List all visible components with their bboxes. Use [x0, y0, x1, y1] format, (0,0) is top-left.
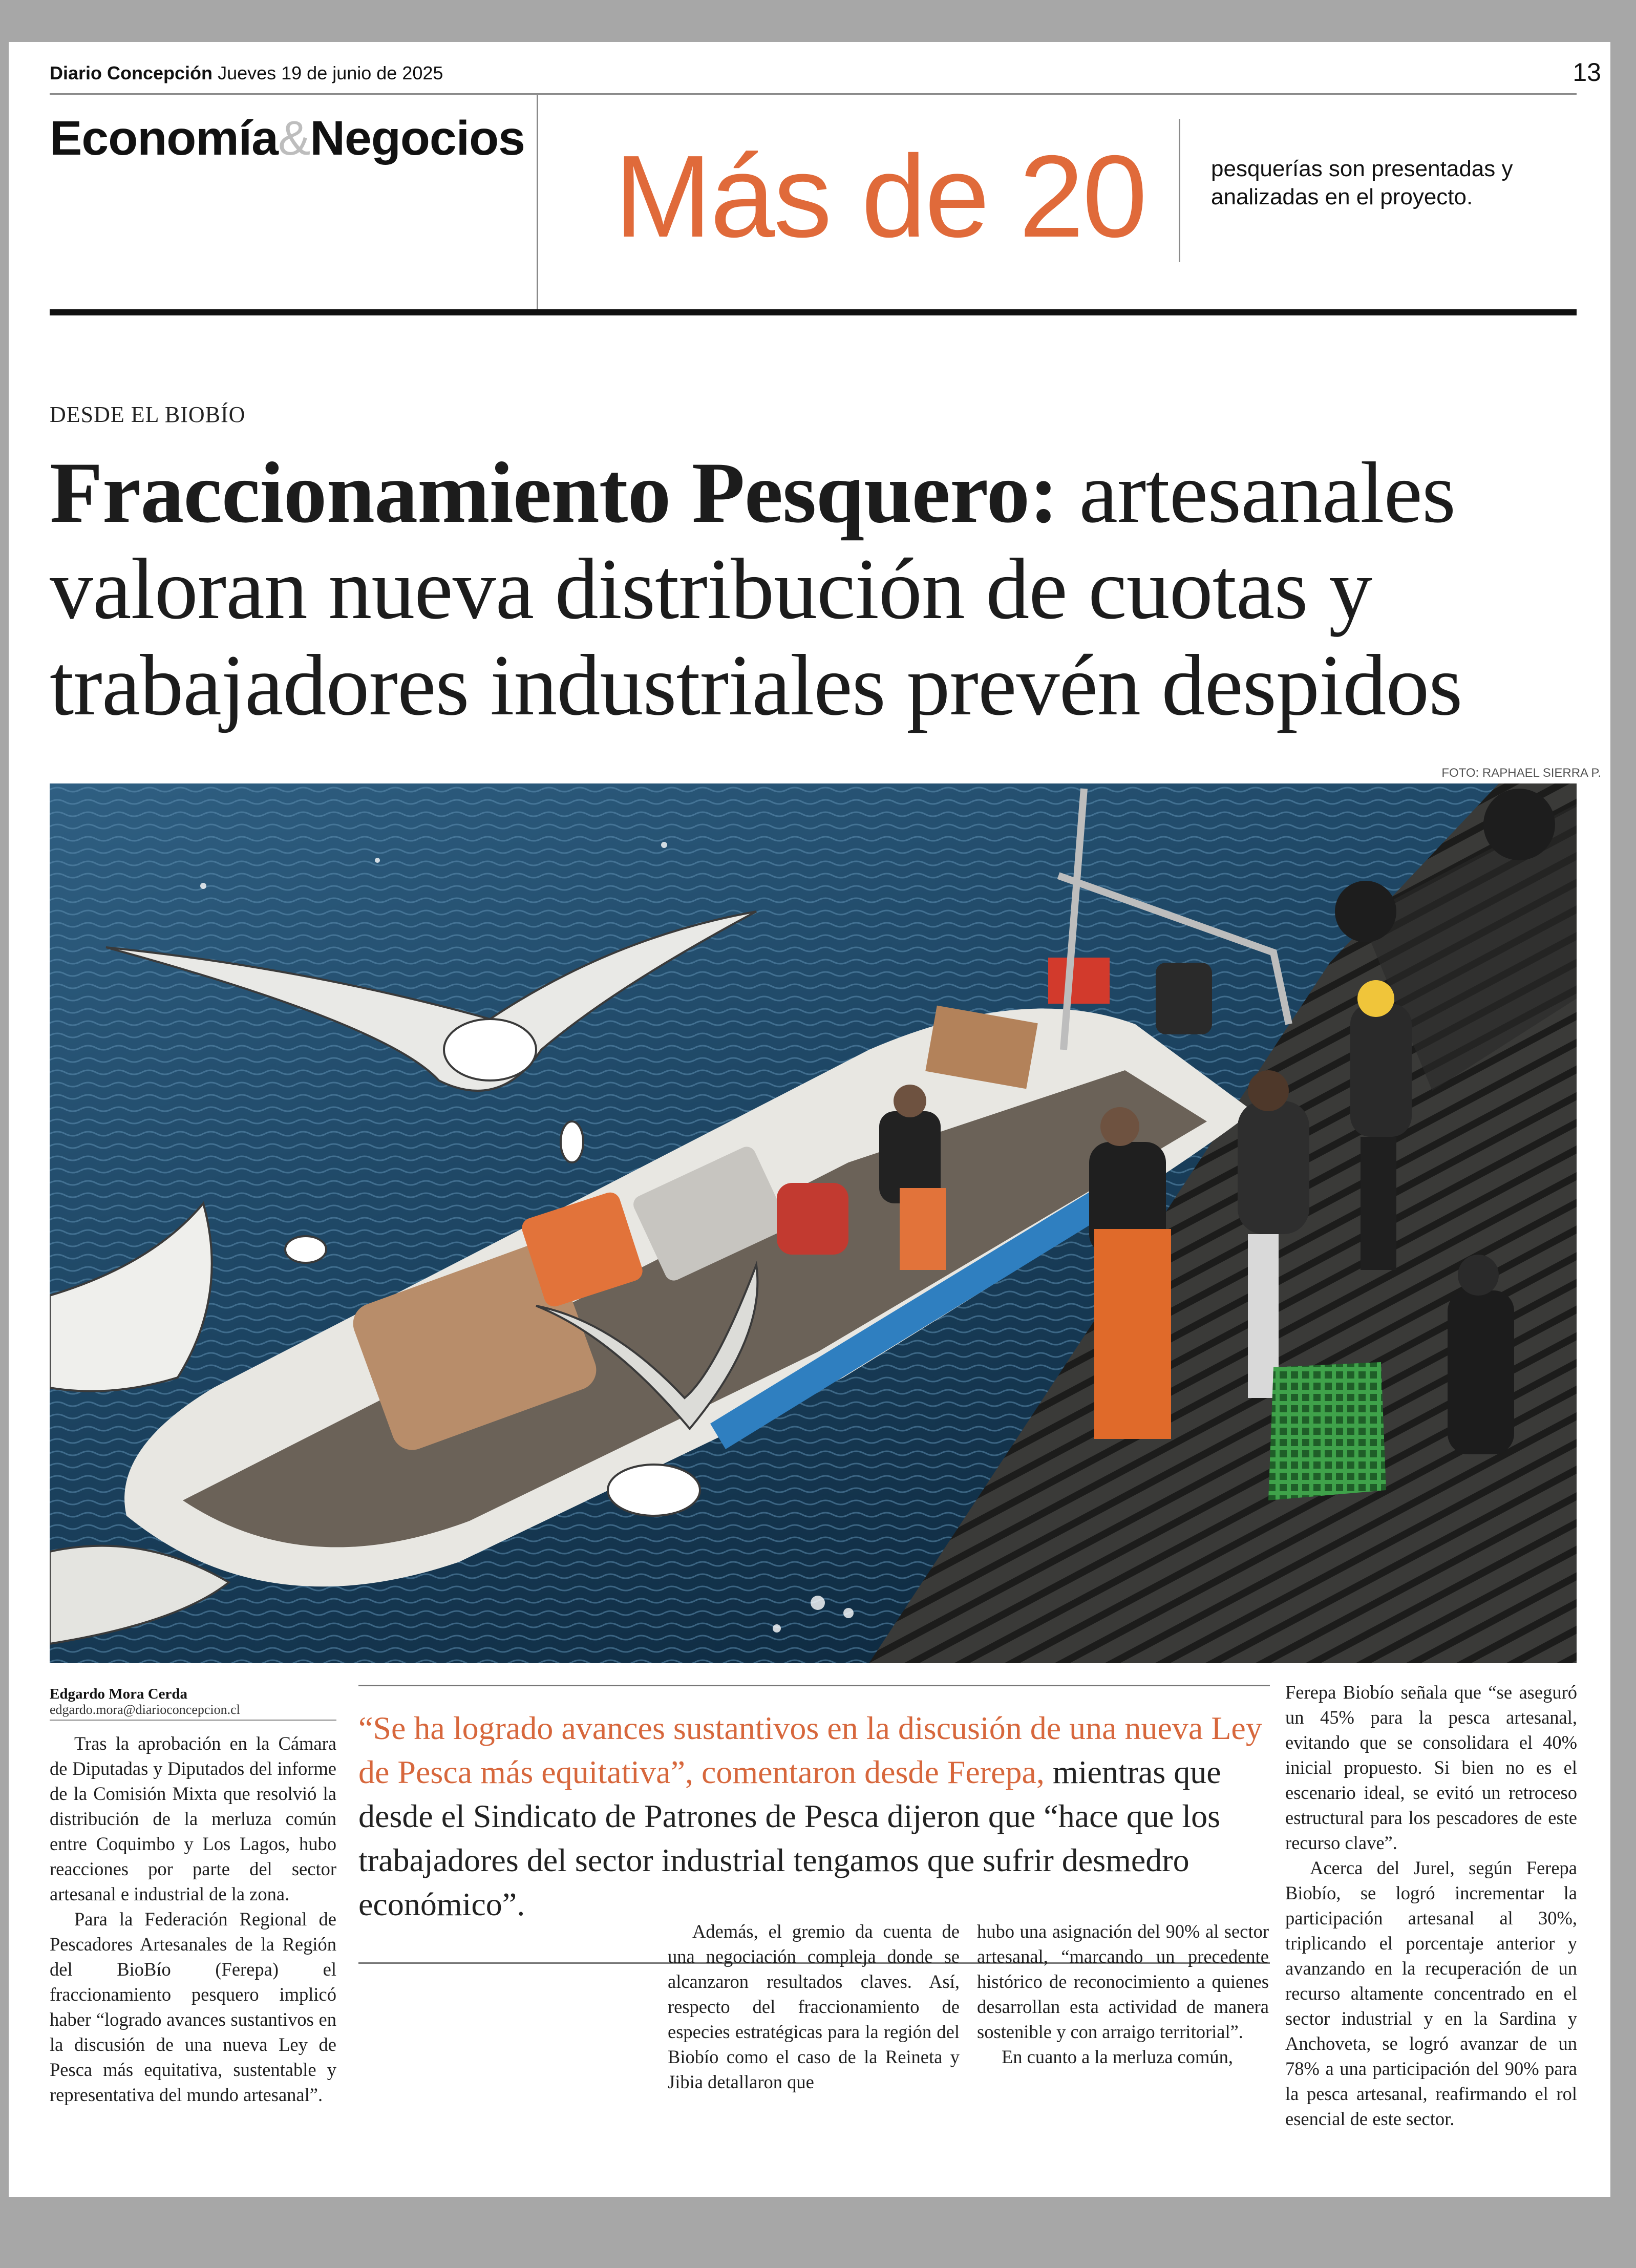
body-paragraph: En cuanto a la merluza común, [1002, 2046, 1234, 2067]
body-paragraph: Para la Federación Regional de Pescadores Artesanales de la Región del BioBío (Ferepa) el fraccionamiento pesquero implicó haber “logrado avances sustantivos en la discusión de una nueva Ley de Pesca más equitativa, sustentable y representativa del mundo artesanal”. [50, 1909, 336, 2105]
body-column-4 [1285, 1680, 1577, 2131]
body-paragraph: Acerca del Jurel, según Ferepa Biobío, se logró incrementar la participación artesanal al 30%, triplicando el porcentaje anterior y avanzando en la recuperación de un recurso altamente concentrado en el sector industrial y en la Sardina y Anchoveta, se logró avanzar de un 78% a una participación del 90% para la pesca artesanal, reafirmando el rol esencial de este sector. [1285, 1857, 1577, 2129]
section-title-part2: Negocios [310, 111, 525, 165]
section-title-ampersand: & [278, 111, 310, 165]
quote-rule-top [358, 1685, 1270, 1686]
body-column-1 [50, 1731, 336, 2107]
pull-quote [358, 1706, 1270, 1926]
pull-quote-rest: mientras que desde el Sindicato de Patrones de Pesca dijeron que “hace que los trabajadores del sector industrial tengamos que sufrir desmedro económico”. [358, 1754, 1221, 1922]
body-column-3 [977, 1919, 1269, 2069]
header-bottom-rule [50, 309, 1577, 315]
body-paragraph: Además, el gremio da cuenta de una negociación compleja donde se alcanzaron resultados claves. Así, respecto del fraccionamiento de especies estratégicas para la región del Biobío como el caso de la Reineta y Jibia detallaron que [668, 1921, 960, 2092]
page-number: 13 [1573, 58, 1601, 87]
stat-caption: pesquerías son presentadas y analizadas en el proyecto. [1211, 156, 1513, 209]
kicker: DESDE EL BIOBÍO [50, 402, 246, 427]
stat-divider [1179, 119, 1180, 262]
body-paragraph: Tras la aprobación en la Cámara de Diputadas y Diputados del informe de la Comisión Mixta que resolvió la distribución de la merluza común entre Coquimbo y Los Lagos, hubo reacciones por parte del sector artesanal e industrial de la zona. [50, 1733, 336, 1904]
section-title [50, 111, 525, 166]
body-paragraph: Ferepa Biobío señala que “se aseguró un 45% para la pesca artesanal, evitando que se consolidara el 40% inicial propuesto. Si bien no es el escenario ideal, se evitó un retroceso estructural para los pescadores de este recurso clave”. [1285, 1682, 1577, 1853]
green-crate [1268, 1362, 1386, 1500]
masthead [50, 62, 443, 84]
pull-quote-highlight: “Se ha logrado avances sustantivos en la discusión de una nueva Ley de Pesca más equitativa”, comentaron desde Ferepa, [358, 1710, 1262, 1790]
author-rule [50, 1720, 336, 1721]
section-divider [537, 95, 538, 309]
photo-credit: FOTO: RAPHAEL SIERRA P. [1441, 766, 1601, 780]
headline-lead: Fraccionamiento Pesquero: [50, 444, 1058, 541]
outboard-motor [1156, 963, 1212, 1034]
headline-rest: artesanales valoran nueva distribución de cuotas y trabajadores industriales prevén despidos [50, 444, 1462, 733]
section-title-part1: Economía [50, 111, 278, 165]
masthead-date: Jueves 19 de junio de 2025 [218, 62, 443, 83]
top-rule [50, 93, 1577, 95]
body-column-2 [668, 1919, 960, 2094]
photo-illustration [50, 783, 1577, 1663]
headline [50, 444, 1586, 733]
author-email: edgardo.mora@diarioconcepcion.cl [50, 1702, 240, 1717]
masthead-brand: Diario Concepción [50, 62, 213, 83]
stat-value: Más de 20 [614, 132, 1146, 262]
body-paragraph: hubo una asignación del 90% al sector artesanal, “marcando un precedente histórico de reconocimiento a quienes desarrollan esta actividad de manera sostenible y con arraigo territorial”. [977, 1921, 1269, 2042]
article-photo [50, 783, 1577, 1663]
author-name: Edgardo Mora Cerda [50, 1686, 188, 1702]
